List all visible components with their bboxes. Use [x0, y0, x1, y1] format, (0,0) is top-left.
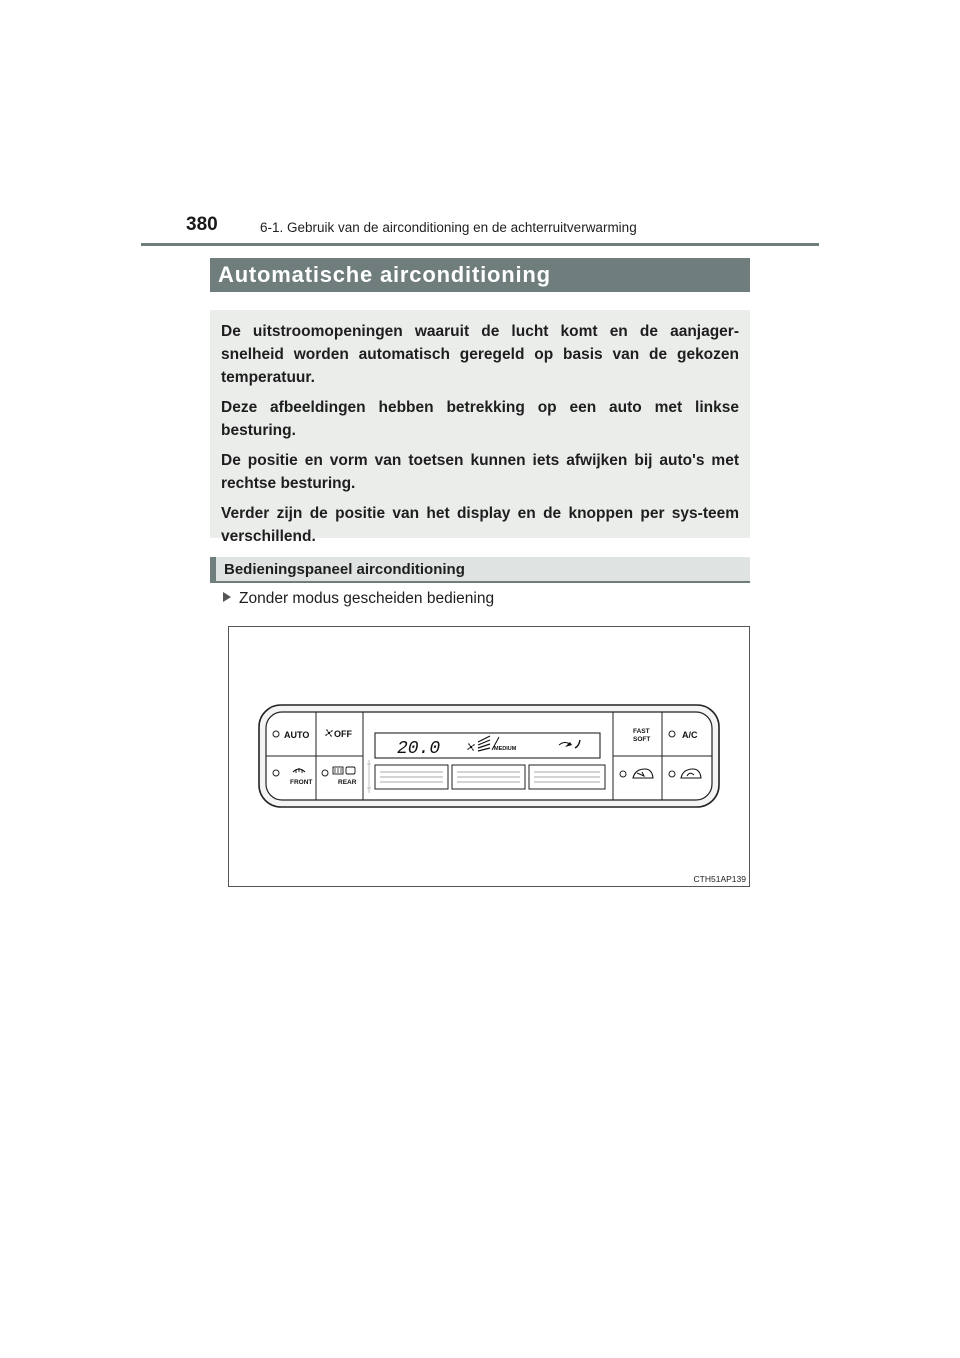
triangle-bullet-icon — [223, 592, 231, 602]
auto-label: AUTO — [284, 730, 310, 740]
rear-label: REAR — [338, 779, 357, 786]
section-title: Automatische airconditioning — [210, 258, 750, 292]
fast-label: FAST — [633, 728, 650, 735]
soft-label: SOFT — [633, 736, 651, 743]
display-temperature: 20.0 — [397, 739, 441, 759]
control-panel-illustration — [229, 627, 749, 886]
intro-paragraph: Deze afbeeldingen hebben betrekking op een auto met linkse besturing. — [221, 399, 739, 439]
off-label: OFF — [334, 729, 352, 739]
intro-paragraph: Verder zijn de positie van het display en de knoppen per sys-teem verschillend. — [221, 505, 739, 545]
page-number: 380 — [186, 214, 218, 235]
intro-box — [210, 310, 750, 545]
ac-label: A/C — [682, 730, 698, 740]
intro-paragraph: De uitstroomopeningen waaruit de lucht komt en de aanjager-snelheid worden automatisch geregeld op basis van de gekozen temperatuur. — [221, 323, 739, 386]
header-divider — [141, 243, 819, 246]
front-label: FRONT — [290, 779, 313, 786]
chapter-title: 6-1. Gebruik van de airconditioning en de achterruitverwarming — [260, 220, 637, 235]
intro-paragraph: De positie en vorm van toetsen kunnen iets afwijken bij auto's met rechtse besturing. — [221, 452, 739, 492]
figure-code: CTH51AP139 — [693, 874, 746, 884]
bullet-item — [223, 590, 494, 608]
subsection-title: Bedieningspaneel airconditioning — [224, 561, 465, 578]
fast-soft-button[interactable] — [633, 728, 650, 743]
left-dial[interactable] — [375, 765, 448, 789]
subsection-accent — [210, 557, 216, 581]
right-dial[interactable] — [529, 765, 605, 789]
control-panel-figure — [228, 626, 750, 887]
subsection-header — [210, 557, 750, 583]
display-fan-mode: MEDIUM — [494, 746, 517, 752]
center-dial[interactable] — [452, 765, 525, 789]
bullet-text: Zonder modus gescheiden bediening — [239, 590, 495, 607]
page-header — [186, 214, 746, 244]
